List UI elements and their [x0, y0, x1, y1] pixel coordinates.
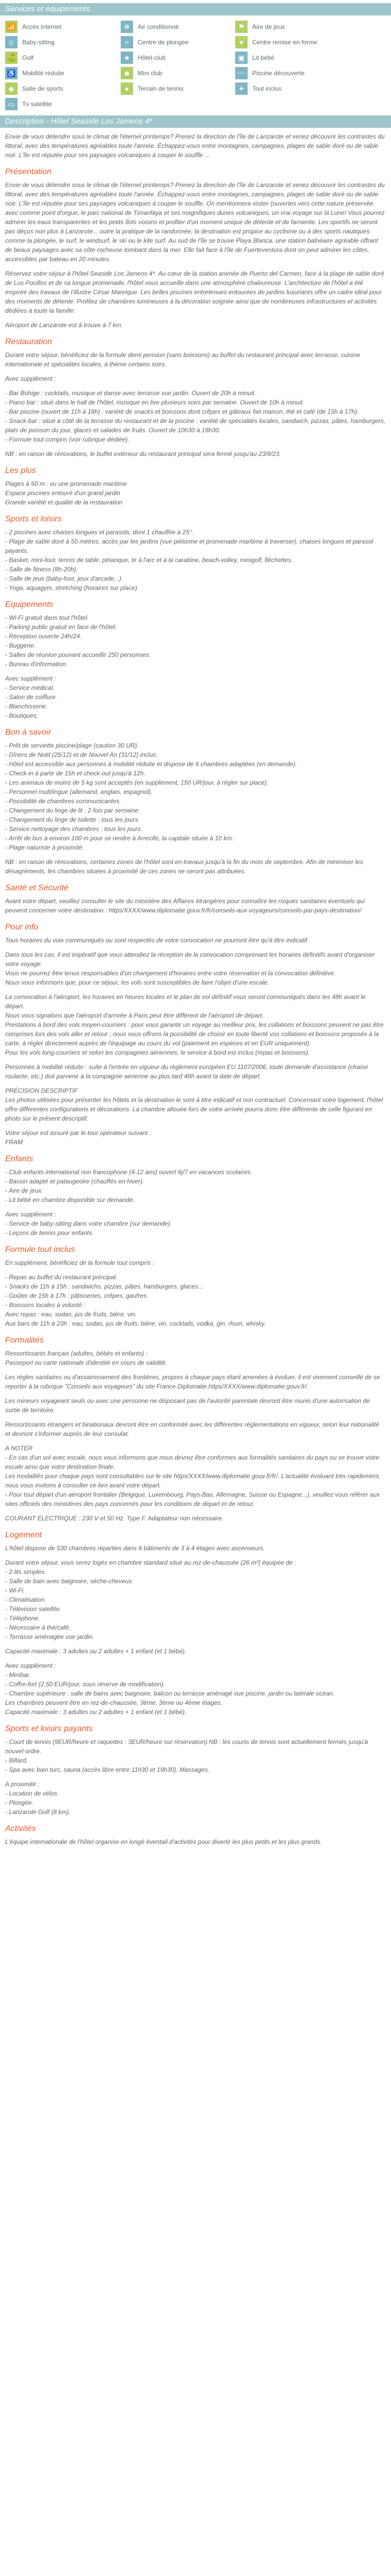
wheelchair-icon: ♿ — [5, 67, 18, 79]
amenity-item — [235, 82, 349, 95]
section-title: Restauration — [5, 337, 52, 346]
section-paragraph: Personnes à mobilité réduite : suite à l'entrée en vigueur du règlement européen EU 1107/2006, toute demande d'assistance (chaise roulante, etc.) doit parvenir à la compagnie aérienne au plus tard 48h avant la date de départ. — [5, 1063, 368, 1080]
section-paragraph: - Repas au buffet du restaurant principal. - Snacks de 11h à 15h : sandwichs, pizzas, pâtes, hamburgers, glaces... - Goûter de 15h à 17h : pâtisseries, crêpes, gaufres. - Boissons locales à volonté : Avec repas : eau, sodas, jus de fruits, bière, vin. Aux bars de 11h à 23h : eau, sodas, jus de fruits, bière, vin, cocktails, vodka, gin, rhum, whisky. — [5, 1274, 266, 1327]
section-paragraph: - Wi-Fi gratuit dans tout l'hôtel. - Parking public gratuit en face de l'hôtel. - Réception ouverte 24h/24. - Buggerie. - Salles de réunion pouvant accueillir 250 personnes. - Bureau d'information. — [5, 614, 151, 668]
section-title: Santé et Sécurité — [5, 884, 69, 892]
baby-icon: ☺ — [5, 36, 18, 48]
amenity-label: Salle de sports — [22, 85, 63, 92]
amenity-label: Lit bébé — [252, 54, 274, 61]
section-paragraph: Les mineurs voyageant seuls ou avec une personne ne disposant pas de l'autorité parentale devront être munis d'une autorisation de sortie de territoire. — [5, 1397, 370, 1414]
snowflake-icon: ❄ — [121, 21, 133, 33]
amenity-label: Hôtel-club — [138, 54, 166, 61]
section-paragraph: NB : en raison de rénovations, certaines zones de l'hôtel sont en travaux jusqu'à la fin du mois de septembre. Afin de minimiser les désagréments, les chambres situées à proximité de ces zones ne seront pas attribuées. — [5, 858, 363, 875]
amenity-label: Aire de jeux — [252, 23, 285, 30]
amenity-label: Mobilité réduite — [22, 70, 64, 77]
section-paragraph: Tous horaires du voix communiqués ou sont respectés de votre convocation ne pourront être qu'à titre indicatif. — [5, 937, 309, 944]
amenity-item — [5, 98, 121, 110]
amenity-item — [235, 67, 349, 79]
section-title: Les plus — [5, 466, 36, 475]
amenity-label: Mini club — [138, 70, 162, 77]
section-title: Pour info — [5, 923, 39, 931]
description-banner: Description - Hôtel Seaside Los Jameos 4* — [0, 115, 391, 128]
section-paragraph: Avec supplément : - Service médical. - Salon de coiffure. - Blanchisserie. - Boutiques. — [5, 675, 57, 719]
section-title: Formalités — [5, 1336, 44, 1345]
section-paragraph: Envie de vous détendre sous le climat de l'éternel printemps? Prenez la direction de l'île de Lanzarote et venez découvrir les contrastes du littoral, avec des températures agréables toute l'année. Échappez-vous entre montagnes, campagnes, plages de sable doré ou de sable noir. L'île est réputée pour ses paysages volcaniques à couper le souffle. On mentionnera visiter (ouvertes vers cette nature préservée avec comme point d'orgue, le parc national de Timanfaya et ses magnifiques dunes volcaniques, un vrai voyage sur la Lune! Vous pourrez admirer les eaux transparentes et les petits îlots voisins et profiter d'un moment unique de détente et de farniente. Les sportifs ne seront pas déçus non plus à Lanzarote... outre la pratique de la randonnée, la destination est propice au cyclisme ou à des sports nautiques comme la plongée, le surf, le windsurf, le ski ou le kite surf. Au sud de l'île se trouve Playa Blanca, une station balnéaire agréable offrant de beaux paysages avec sa côte rocheuse tombant dans la mer. Elle fait face à l'île de Fuerteventura dont on peut admirer les côtes, accessibles par bateau en 20 minutes. — [5, 181, 385, 263]
amenity-item — [235, 21, 349, 33]
section-paragraph: Avant votre départ, veuillez consulter le site du ministère des Affaires étrangères pour connaître les risques sanitaires éventuels qui peuvent concerner votre destination : https/XXXX/www.diplomatie.gouv.fr/fr/conseils-aux-voyageurs/conseils-par-pays-destination/ — [5, 897, 365, 914]
section-paragraph: Avec supplément : - Minibar. - Coffre-fort (2,50 EUR/jour, sous réserve de modification). - Chambre supérieure : salle de bains avec baignoire, balcon ou terrasse aménagé vue piscine, jardin ou latérale océan. Les chambres peuvent être en rez-de-chaussée, 3ème, 3ème ou 4ème étages. Capacité maximale : 3 adultes ou 2 adultes + 1 enfant (et 1 bébé). — [5, 1662, 335, 1716]
description-body — [0, 128, 391, 1862]
section-paragraph: Ressortissants étrangers et binationaux devront être en conformité avec les différentes réglementations en vigueur, selon leur nationalité et devront s'informer auprès de leur consulat. — [5, 1421, 380, 1437]
all-inclusive-icon: ✦ — [235, 82, 248, 95]
amenity-item — [121, 52, 235, 64]
section-paragraph: Avec supplément : — [5, 375, 56, 382]
amenity-item — [121, 67, 235, 79]
wifi-icon: 📶 — [5, 21, 18, 33]
section-title: Enfants — [5, 1155, 34, 1163]
section-paragraph: - Court de tennis (9EUR/heure et raquettes : 3EUR/heure sur réservation).NB : les courts de tennis sont actuellement fermés jusqu'à nouvel ordre. - Billard. - Spa avec bain turc, sauna (accès libre entre 11h30 et 19h30). Massages. — [5, 1738, 368, 1773]
section-paragraph: A NOTER - En cas d'un vol avec escale, nous vous informons que nous devrez être conformes aux formalités sanitaires du pays ou se trouve votre escale ainsi que votre destination finale. Les modalités pour chaque pays sont consultables sur le site https/XXXX/www.diplomatie.gouv.fr/fr/. L'actualité évoluant très rapidement, nous vous invitons à consulter ce lien avant votre départ. - Pour tout départ d'un aéroport frontalier (Belgique, Luxembourg, Pays-Bas, Allemagne, Suisse ou Espagne...), veuillez vous référer aux sites officiels des ministères des pays concernés pour les conditions de départ et de retour. — [5, 1445, 381, 1507]
section-paragraph: Envie de vous détendre sous le climat de l'éternel printemps? Prenez la direction de l'île de Lanzarote et venez découvrir les contrastes du littoral, avec des températures agréables toute l'année. Échappez-vous entre montagnes, campagnes, plages de sable doré ou de sable noir. L'île est réputée pour ses paysages volcaniques à couper le souffle ... — [5, 133, 385, 159]
section-paragraph: En supplément, bénéficiez de la formule tout compris : — [5, 1259, 154, 1266]
amenity-label: Tv satellite — [22, 100, 52, 108]
section-title: Sports et loisirs — [5, 515, 62, 523]
amenity-item — [5, 67, 121, 79]
section-paragraph: COURANT ÉLECTRIQUE : 230 V et 50 Hz. Type F. Adaptateur non nécessaire. — [5, 1515, 224, 1522]
section-title: Formule tout inclus — [5, 1245, 75, 1254]
section-paragraph: - 2 piscines avec chaises longues et parasols, dont 1 chauffée à 25°. - Plage de sable doré à 50 mètres, accès par les jardins (vue piétonne et promenade maritime à traverser), chaises longues et parasol payants. - Basket, mini-foot, tennis de table, pétanque, tir à l'arc et à la carabine, beach-volley, minigolf, fléchettes. - Salle de fitness (8h-20h). - Salle de jeux (baby-foot, jeux d'arcade...). - Yoga, aquagym, stretching (horaires sur place). — [5, 529, 373, 591]
section-title: Bon à savoir — [5, 728, 51, 737]
section-paragraph: La convocation à l'aéroport, les horaires en heures locales et le plan de vol définitif vous seront communiqués dans les 48h avant le départ. Nous vous signalons que l'aéroport d'arrivée à Paris peut être différent de l'aéroport de départ. Prestations à bord des vols moyen-courriers : pour vous garantir un voyage au meilleur prix, les collations et boissons peuvent ne pas être comprises lors des vols aller et retour ; nous vous offrons la possibilité de choisir en toute liberté vos collations et boissons proposés à la carte, à régler directement auprès de l'équipage au cours du vol (paiement en espèces et en EUR uniquement). Pour les vols long-courriers et selon les compagnies aériennes, le service à bord est inclus (repas et boissons). — [5, 993, 384, 1056]
section-paragraph: L'hôtel dispose de 530 chambres réparties dans 6 bâtiments de 3 à 4 étages avec ascenseurs. — [5, 1545, 265, 1552]
services-banner: Services et équipements — [0, 3, 391, 15]
amenity-item — [235, 36, 349, 48]
fitness-icon: ♥ — [235, 36, 248, 48]
section-paragraph: - Prêt de serviette piscine/plage (caution 30 UR). - Dîners de Noël (25/12) et de Nouvel An (31/12) inclus. - Hôtel est accessible aux personnes à mobilité réduite et dispose de 6 chambres adaptées (en demande). - Check-in à partir de 15h et check-out jusqu'à 12h. - Les animaux de moins de 5 kg sont acceptés (en supplément, 150 UR/jour, à régler sur place). - Personnel multilingue (allemand, anglais, espagnol). - Possibilité de chambres communicantes. - Changement du linge de lit : 2 fois par semaine. - Changement du linge de toilette : tous les jours. - Service nettoyage des chambres : tous les jours. - Arrêt de bus à environ 100 m pour se rendre à Arrecife, la capitale située à 10 km. - Plage naturiste à proximité. — [5, 742, 297, 851]
amenity-label: Baby-sitting — [22, 39, 55, 46]
section-paragraph: Réservez votre séjour à l'hôtel Seaside Los Jameos 4*. Au cœur de la station animée de Puerto del Carmen, face à la plage de sable doré de Los Pocillos et de sa longue promenade, l'hôtel vous accueille dans une atmosphère chaleureuse. L'architecture de l'hôtel a été inspirée des travaux de l'illustre César Manrique. Les belles piscines entretenues entourées de jardins luxuriants offre un cadre idéal pour des moments de détente. Profitez de chambres lumineuses à la décoration soignée ainsi que de nombreuses infrastructures et activités dédiées à toute la famille. — [5, 270, 384, 314]
amenity-label: Golf — [22, 54, 34, 61]
amenity-item — [5, 52, 121, 64]
amenity-item — [5, 21, 121, 33]
section-paragraph: Ressortissants français (adultes, bébés et enfants) : Passeport ou carte nationale d'identité en cours de validité. — [5, 1350, 167, 1366]
gym-icon: ◆ — [5, 82, 18, 95]
diving-icon: ≈ — [121, 36, 133, 48]
section-paragraph: - Bar Bohige : cocktails, musique et danse avec terrasse vue jardin. Ouvert de 20h à minuit. - Piano bar : situé dans le hall de l'hôtel, musique en live plusieurs soirs par semaine. Ouvert de 10h à minuit. - Bar piscine (ouvert de 11h à 18h) : variété de snacks et boissons dont crêpes et gâteaux fait maison, thé et café (de 15h à 17h). - Snack-bar : situé à côté de la terrasse du restaurant et de la piscine : variété de spécialités locales, sandwich, pizzas, pâtes, hamburgers, plats de poisson du jour, glaces et salades de fruits. Ouvert de 10h30 à 18h30. - Formule tout compris (voir rubrique dédiée). — [5, 389, 386, 443]
playground-icon: ⚑ — [235, 21, 248, 33]
section-paragraph: Plages à 50 m : vu une promenade maritime Espace piscines entouré d'un grand jardin Grande variété et qualité de la restauration — [5, 480, 127, 506]
amenity-label: Terrain de tennis — [138, 85, 184, 92]
section-title: Equipements — [5, 600, 54, 609]
mini-club-icon: ☻ — [121, 67, 133, 79]
amenity-label: Tout inclus — [252, 85, 282, 92]
amenity-label: Air conditionné — [138, 23, 179, 30]
amenity-item — [235, 52, 349, 64]
amenity-item — [5, 82, 121, 95]
section-title: Sports et loisirs payants — [5, 1724, 93, 1733]
tennis-icon: ● — [121, 82, 133, 95]
section-paragraph: Dans tous les cas, il est impératif que vous attendiez la réception de la convocation comprenant les horaires définitifs avant d'organiser votre voyage. Vous ne pourrez être tenus responsables d'un changement d'horaires entre votre réservation et la convocation définitive. Nous vous informons que, pour ce séjour, les vols sont susceptibles de faire l'objet d'une escale. — [5, 951, 375, 986]
amenity-item — [5, 36, 121, 48]
golf-icon: ⛳ — [5, 52, 18, 64]
amenities-grid — [0, 15, 391, 115]
section-title: Logement — [5, 1531, 42, 1539]
pool-icon: 〰 — [235, 67, 248, 79]
section-title: Présentation — [5, 167, 52, 176]
tv-icon: ▭ — [5, 98, 18, 110]
section-paragraph: Les règles sanitaires ou d'assainissement des frontières, propres à chaque pays étant amenées à évoluer, il est vivement conseillé de se reporter à la rubrique "Conseils aux voyageurs" du site France Diplomatie.https/XXXX/www.diplomatie.gouv.fr/. — [5, 1374, 380, 1390]
section-paragraph: L'équipe internationale de l'hôtel organise en longé éventail d'activités pour divertir les plus petits et les plus grands. — [5, 1838, 322, 1845]
crib-icon: ▣ — [235, 52, 248, 64]
amenity-label: Centre remise en forme — [252, 39, 318, 46]
section-title: Activités — [5, 1824, 36, 1833]
amenity-label: Centre de plongée — [138, 39, 189, 46]
hotel-club-icon: ★ — [121, 52, 133, 64]
section-paragraph: Votre séjour est assuré par le tour opérateur suivant : FRAM — [5, 1129, 152, 1146]
section-paragraph: A proximité : - Location de vélos. - Plongée. - Lanzarote Golf (8 km). — [5, 1781, 71, 1816]
section-paragraph: Capacité maximale : 3 adultes ou 2 adultes + 1 enfant (et 1 bébé). — [5, 1648, 187, 1655]
amenity-label: Accès internet — [22, 23, 62, 30]
section-paragraph: Aéroport de Lanzarote est à trouve à 7 km. — [5, 321, 123, 329]
section-paragraph: Durant votre séjour, bénéficiez de la formule demi pension (sans boissons) au buffet du restaurant principal avec terrasse, cuisine internationale et spécialités locales, à thème certains soirs. — [5, 351, 361, 368]
section-paragraph: Avec supplément : - Service de baby-sitting dans votre chambre (sur demande). - Leçons de tennis pour enfants. — [5, 1211, 172, 1236]
section-paragraph: NB : en raison de rénovations, le buffet extérieur du restaurant principal sera fermé jusqu'au 23/8/23. — [5, 450, 281, 457]
section-paragraph: PRÉCISION DESCRIPTIF Les photos utilisées pour présenter les hôtels et la destination le sont à titre indicatif et non contractuel. Concernant votre logement, l'hôtel offre différentes configurations et décorations. La chambre allouée lors de votre arrivée pourra donc être différente de celle figurant en photo sur le présent descriptif. — [5, 1087, 383, 1122]
section-paragraph: Durant votre séjour, vous serez logés en chambre standard situé au rez-de-chaussée (26 m²) équipée de : - 2 lits simples. - Salle de bain avec baignoire, sèche-cheveux. - Wi-Fi. - Climatisation. - Télévision satellite. - Téléphone. - Nécessaire à thé/café. - Terrasse aménagée vue jardin. — [5, 1559, 297, 1640]
amenity-label: Piscine découverte — [252, 70, 305, 77]
section-paragraph: - Club enfants international non francophone (4-12 ans) ouvert 6j/7 en vacances scolaires. - Bassin adapté et pataugeoire (chauffés en hiver). - Aire de jeux. - Lit bébé en chambre disponible sur demande. — [5, 1168, 252, 1204]
amenity-item — [121, 21, 235, 33]
amenity-item — [121, 82, 235, 95]
amenity-item — [121, 36, 235, 48]
